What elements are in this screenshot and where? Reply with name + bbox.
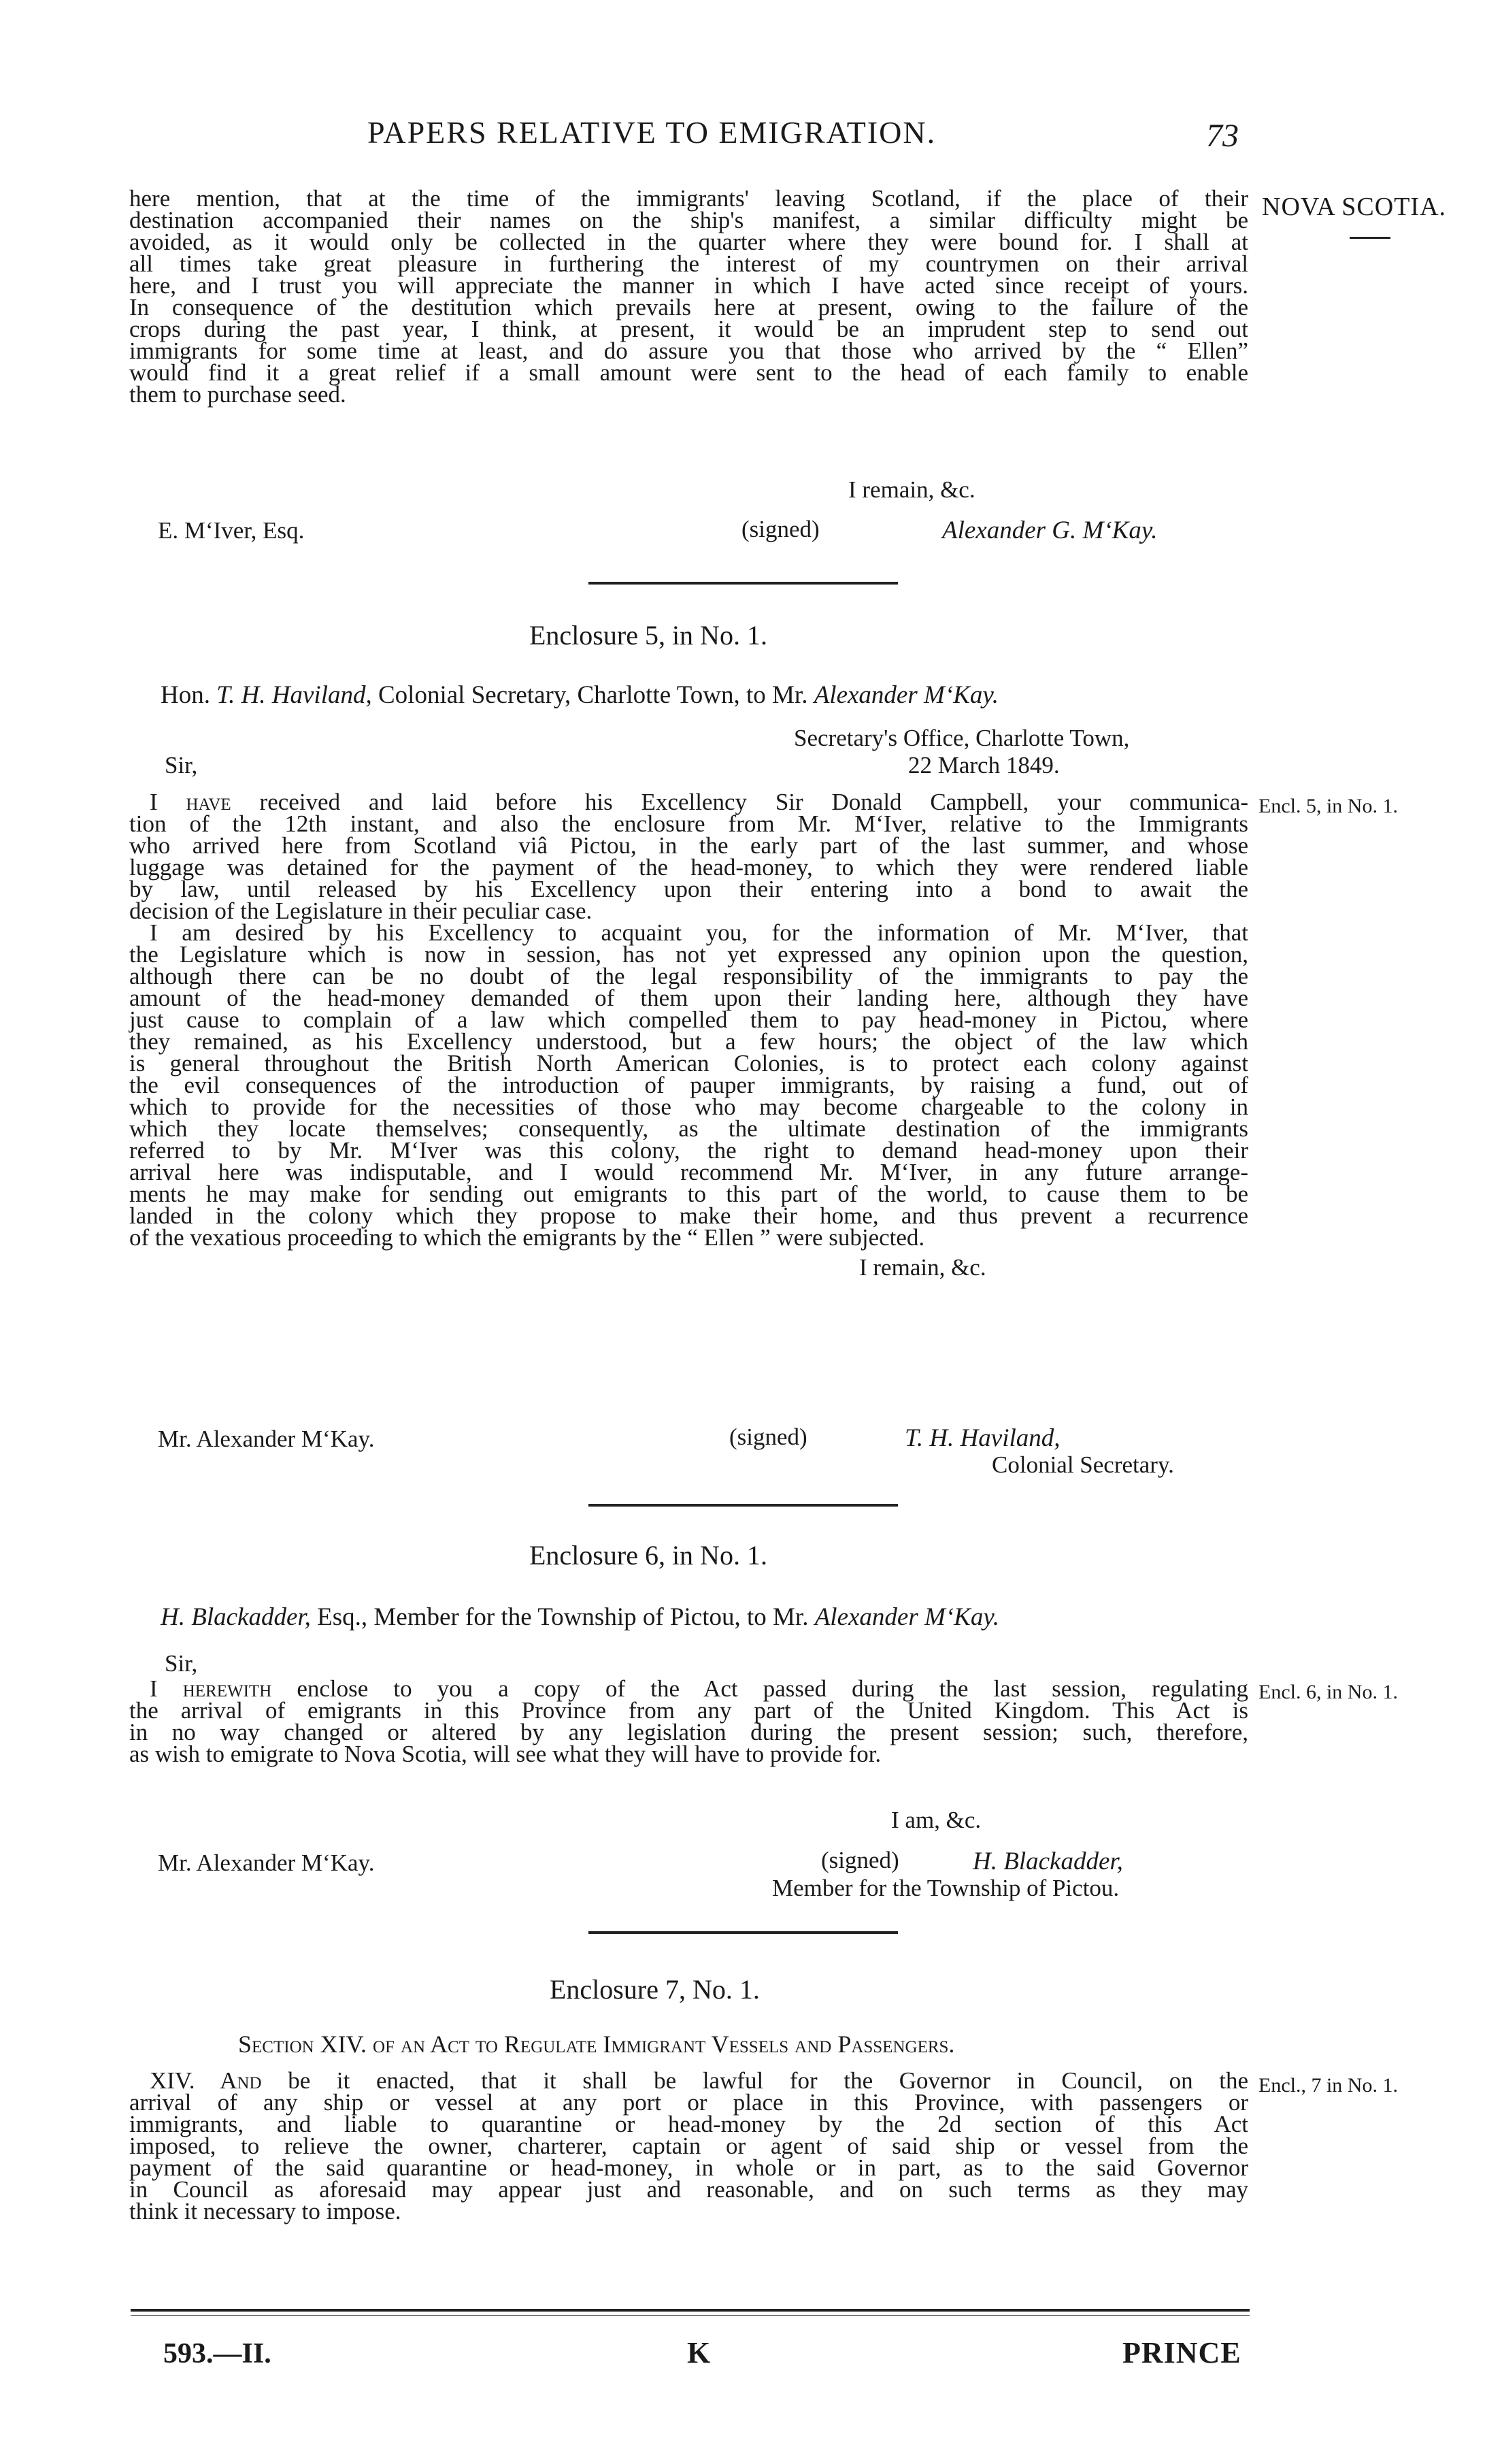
text-line: luggage was detained for the payment of the head-money, to which they were rendered liable bbox=[129, 854, 1248, 881]
text-line: imposed, to relieve the owner, charterer, captain or agent of said ship or vessel from the bbox=[129, 2133, 1248, 2159]
from-mid: Esq., Member for the Township of Pictou, to Mr. bbox=[317, 1603, 809, 1631]
side-heading: NOVA SCOTIA. bbox=[1262, 193, 1447, 221]
enclosure5-paragraph-2 bbox=[129, 919, 1248, 1251]
enclosure6-paragraph-1 bbox=[129, 1675, 1248, 1767]
addressee: Mr. Alexander M‘Kay. bbox=[158, 1426, 375, 1452]
running-header-title: PAPERS RELATIVE TO EMIGRATION. bbox=[367, 115, 937, 150]
text-line: of the vexatious proceeding to which the emigrants by the “ Ellen ” were subjected. bbox=[129, 1224, 925, 1251]
section-title: Section XIV. of an Act to Regulate Immigrant Vessels and Passengers. bbox=[238, 2031, 955, 2058]
from-name: T. H. Haviland, bbox=[216, 681, 372, 709]
text-line: referred to by Mr. M‘Iver was this colony, the right to demand head-money upon their bbox=[129, 1137, 1248, 1164]
letter-continuation bbox=[129, 185, 1248, 408]
signed-label: (signed) bbox=[729, 1424, 807, 1450]
text-line: although there can be no doubt of the legal responsibility of the immigrants to pay the bbox=[129, 963, 1248, 989]
text-line: In consequence of the destitution which prevails here at present, owing to the failure of the bbox=[129, 294, 1248, 321]
text-line: I have received and laid before his Excellency Sir Donald Campbell, your communica- bbox=[150, 789, 1249, 815]
enclosure-heading: Enclosure 7, No. 1. bbox=[550, 1974, 760, 2005]
section-divider bbox=[588, 582, 898, 585]
margin-note: Encl. 5, in No. 1. bbox=[1258, 795, 1398, 817]
section-divider bbox=[588, 1931, 898, 1934]
closing: I remain, &c. bbox=[848, 476, 975, 503]
text-line: immigrants, and liable to quarantine or head-money by the 2d section of this Act bbox=[129, 2111, 1248, 2137]
text-line: as wish to emigrate to Nova Scotia, will see what they will have to provide for. bbox=[129, 1741, 882, 1767]
text-line: crops during the past year, I think, at present, it would be an imprudent step to send out bbox=[129, 316, 1248, 342]
text-line: here, and I trust you will appreciate the manner in which I have acted since receipt of yours. bbox=[129, 272, 1248, 299]
section-divider bbox=[588, 1504, 898, 1507]
text-line: just cause to complain of a law which compelled them to pay head-money in Pictou, where bbox=[129, 1006, 1248, 1033]
text-line: would find it a great relief if a small amount were sent to the head of each family to enable bbox=[129, 359, 1248, 386]
text-line: amount of the head-money demanded of them upon their landing here, although they have bbox=[129, 985, 1248, 1011]
addressee: Mr. Alexander M‘Kay. bbox=[158, 1850, 375, 1876]
text-line: avoided, as it would only be collected in the quarter where they were bound for. I shall at bbox=[129, 229, 1248, 255]
text-line: who arrived here from Scotland viâ Pictou, in the early part of the last summer, and whose bbox=[129, 832, 1248, 859]
enclosure5-paragraph-1 bbox=[129, 791, 1248, 922]
closing: I am, &c. bbox=[891, 1807, 982, 1833]
text-line: payment of the said quarantine or head-money, in whole or in part, as to the said Governor bbox=[129, 2154, 1248, 2181]
signature-title: Member for the Township of Pictou. bbox=[772, 1875, 1120, 1901]
signature: H. Blackadder, bbox=[973, 1847, 1123, 1875]
from-prefix: Hon. bbox=[161, 681, 210, 709]
text-line: them to purchase seed. bbox=[129, 381, 346, 408]
margin-note: Encl. 6, in No. 1. bbox=[1258, 1681, 1398, 1703]
footer-catchword: PRINCE bbox=[1122, 2336, 1241, 2369]
text-line: they remained, as his Excellency understood, but a few hours; the object of the law which bbox=[129, 1028, 1248, 1055]
enclosure-heading: Enclosure 5, in No. 1. bbox=[529, 620, 767, 651]
salutation: Sir, bbox=[165, 752, 198, 778]
opening-word: I have bbox=[150, 789, 231, 815]
text-line: arrival here was indisputable, and I would recommend Mr. M‘Iver, in any future arrange- bbox=[129, 1159, 1248, 1185]
text-line: here mention, that at the time of the immigrants' leaving Scotland, if the place of their bbox=[129, 185, 1248, 212]
text-line: destination accompanied their names on the ship's manifest, a similar difficulty might be bbox=[129, 207, 1248, 233]
signed-label: (signed) bbox=[741, 516, 820, 542]
opening-word: I herewith bbox=[150, 1675, 272, 1702]
footer-gathering-letter: K bbox=[687, 2336, 711, 2369]
text-line: XIV. And be it enacted, that it shall be lawful for the Governor in Council, on the bbox=[150, 2067, 1248, 2094]
text-line: decision of the Legislature in their peculiar case. bbox=[129, 898, 593, 924]
text-line: immigrants for some time at least, and do assure you that those who arrived by the “ Ellen” bbox=[129, 338, 1248, 364]
signature-title: Colonial Secretary. bbox=[992, 1451, 1174, 1478]
letter-header bbox=[161, 680, 999, 710]
text-line: ments he may make for sending out emigrants to this part of the world, to cause them to be bbox=[129, 1181, 1248, 1207]
text-line: think it necessary to impose. bbox=[129, 2198, 401, 2224]
salutation: Sir, bbox=[165, 1650, 198, 1677]
footer-rule-thin bbox=[131, 2315, 1250, 2316]
closing: I remain, &c. bbox=[859, 1254, 986, 1281]
footer-rule bbox=[131, 2309, 1250, 2312]
text-line: I am desired by his Excellency to acquaint you, for the information of Mr. M‘Iver, that bbox=[150, 919, 1248, 946]
side-heading-dash bbox=[1350, 237, 1390, 239]
office-line: Secretary's Office, Charlotte Town, bbox=[794, 725, 1130, 751]
enclosure7-paragraph-1 bbox=[129, 2067, 1248, 2224]
text-line: the arrival of emigrants in this Province from any part of the United Kingdom. This Act is bbox=[129, 1697, 1248, 1724]
opening-word: XIV. And bbox=[150, 2067, 262, 2094]
signed-label: (signed) bbox=[821, 1847, 899, 1873]
letter-header bbox=[161, 1603, 999, 1632]
text-line: which to provide for the necessities of those who may become chargeable to the colony in bbox=[129, 1094, 1248, 1120]
text-line: arrival of any ship or vessel at any port or place in this Province, with passengers or bbox=[129, 2089, 1248, 2116]
enclosure-heading: Enclosure 6, in No. 1. bbox=[529, 1540, 767, 1571]
footer-signature-mark: 593.—II. bbox=[163, 2338, 271, 2369]
text-line: in Council as aforesaid may appear just and reasonable, and on such terms as they may bbox=[129, 2176, 1248, 2203]
signature: Alexander G. M‘Kay. bbox=[942, 516, 1158, 544]
text-line: is general throughout the British North American Colonies, is to protect each colony against bbox=[129, 1050, 1248, 1077]
page-number: 73 bbox=[1206, 118, 1239, 154]
text-line: the Legislature which is now in session, has not yet expressed any opinion upon the question, bbox=[129, 941, 1248, 968]
text-line: by law, until released by his Excellency upon their entering into a bond to await the bbox=[129, 876, 1248, 902]
to-name: Alexander M‘Kay. bbox=[814, 681, 999, 709]
text-line: I herewith enclose to you a copy of the Act passed during the last session, regulating bbox=[150, 1675, 1248, 1702]
text-line: in no way changed or altered by any legislation during the present session; such, therefore, bbox=[129, 1719, 1248, 1745]
to-name: Alexander M‘Kay. bbox=[814, 1603, 999, 1631]
from-name: H. Blackadder, bbox=[161, 1603, 311, 1631]
margin-note: Encl., 7 in No. 1. bbox=[1258, 2074, 1398, 2097]
text-line: landed in the colony which they propose to make their home, and thus prevent a recurrence bbox=[129, 1202, 1248, 1229]
addressee: E. M‘Iver, Esq. bbox=[158, 517, 305, 544]
text-line: the evil consequences of the introduction of pauper immigrants, by raising a fund, out of bbox=[129, 1072, 1248, 1098]
text-line: tion of the 12th instant, and also the enclosure from Mr. M‘Iver, relative to the Immigrants bbox=[129, 810, 1248, 837]
letter-date: 22 March 1849. bbox=[908, 752, 1060, 778]
signature: T. H. Haviland, bbox=[905, 1424, 1061, 1452]
text-line: which they locate themselves; consequently, as the ultimate destination of the immigrants bbox=[129, 1115, 1248, 1142]
from-mid: Colonial Secretary, Charlotte Town, to Mr. bbox=[378, 681, 808, 709]
text-line: all times take great pleasure in furthering the interest of my countrymen on their arrival bbox=[129, 250, 1248, 277]
